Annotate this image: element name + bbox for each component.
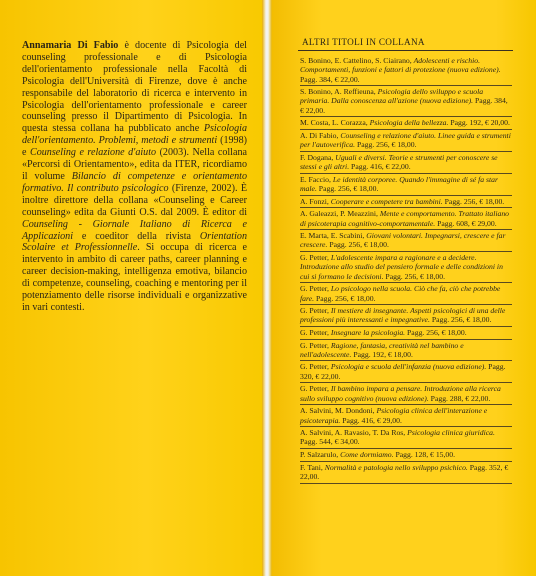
book-pages-price: Pagg. 384, € 22,00.	[300, 74, 360, 84]
book-pages-price: Pagg. 192, € 20,00.	[450, 118, 510, 128]
book-entry	[300, 117, 512, 130]
bio-text: (1998) e	[22, 135, 247, 159]
book-authors: A. Di Fabio,	[300, 130, 341, 140]
book-authors: G. Petter,	[300, 284, 331, 294]
book-entry	[300, 327, 512, 340]
book-pages-price: Pagg. 192, € 18,00.	[353, 349, 413, 359]
book-title: Cooperare e competere tra bambini.	[330, 196, 445, 206]
book-authors: G. Petter,	[300, 253, 331, 263]
bio-text: (2003). Nella collana «Percorsi di Orientamento», edita da ITER, ricordiamo il volume	[22, 147, 247, 182]
book-entry	[300, 230, 512, 252]
book-authors: P. Salzarulo,	[300, 450, 341, 460]
author-name: Annamaria Di Fabio	[22, 40, 119, 51]
book-pages-price: Pagg. 608, € 29,00.	[437, 218, 497, 228]
book-authors: G. Petter,	[300, 384, 331, 394]
book-entry	[300, 252, 512, 283]
book-pages-price: Pagg. 544, € 34,00.	[300, 437, 360, 447]
book-pages-price: Pagg. 416, € 29,00.	[342, 415, 402, 425]
book-title: Psicologia e scuola dell'infanzia (nuova edizione).	[330, 362, 489, 372]
book-authors: F. Dogana,	[300, 152, 336, 162]
bio-title-italic: Psicologia dell'orientamento. Problemi, metodi e strumenti	[22, 123, 247, 147]
book-title: Uguali e diversi. Teorie e strumenti per conoscere se stessi e gli altri.	[300, 152, 498, 172]
bio-text: è docente di Psicologia del counseling professionale e di Psicologia dell'orientamento professionale nella Facoltà di Psicologia dell'Università di Firenze, dove è anche responsabile del laboratorio di ricerca e intervento in Psicologia dell'orientamento professionale e career counseling presso il Dipartimento di Psicologia. In questa stessa collana ha pubblicato anche	[22, 40, 247, 135]
book-authors: G. Petter,	[300, 362, 331, 372]
bio-title-italic: Counseling e relazione d'aiuto	[29, 147, 157, 159]
book-pages-price: Pagg. 128, € 15,00.	[395, 450, 456, 460]
book-entry	[300, 305, 512, 327]
book-authors: G. Petter,	[300, 327, 331, 337]
book-pages-price: Pagg. 256, € 18,00.	[329, 240, 389, 250]
book-entry	[300, 55, 512, 86]
book-authors: M. Costa, L. Corazza,	[300, 118, 370, 128]
fold-shadow-right	[268, 0, 272, 576]
book-title: Insegnare la psicologia.	[330, 327, 408, 337]
book-pages-price: Pagg. 256, € 18,00.	[356, 140, 417, 150]
book-authors: G. Petter,	[300, 306, 331, 316]
book-entry	[300, 86, 512, 117]
bio-title-italic: Orientation Scolaire et Professionnelle	[22, 230, 247, 254]
book-pages-price: Pagg. 416, € 22,00.	[351, 162, 411, 172]
book-authors: S. Bonino, A. Reffieuna,	[300, 87, 378, 97]
book-title: Giovani volontari. Impegnarsi, crescere e far crescere.	[300, 231, 506, 250]
book-pages-price: Pagg. 384, € 22,00.	[300, 96, 508, 115]
book-entry	[300, 340, 512, 362]
book-authors: S. Bonino, E. Cattelino, S. Ciairano,	[300, 56, 414, 65]
book-pages-price: Pagg. 352, € 22,00.	[300, 462, 509, 481]
author-bio	[22, 40, 247, 314]
book-authors: G. Petter,	[300, 340, 331, 350]
book-pages-price: Pagg. 256, € 18,00.	[407, 327, 467, 337]
fold-shadow-left	[262, 0, 266, 576]
book-authors: A. Salvini, M. Dondoni,	[300, 406, 377, 416]
book-title: Psicologia dello sviluppo e scuola primaria. Dalla conoscenza all'azione (nuova edizione).	[300, 87, 484, 106]
book-entry	[300, 449, 512, 462]
book-title: Ragione, fantasia, creatività nel bambino e nell'adolescente.	[300, 340, 464, 359]
book-title: Il bambino impara a pensare. Introduzione alla ricerca sullo sviluppo cognitivo (nuova edizione).	[300, 384, 501, 403]
book-title: Psicologia della bellezza.	[369, 118, 451, 128]
book-entry	[300, 283, 512, 305]
book-entry	[300, 196, 512, 209]
book-title: Adolescenti e rischio. Comportamenti, funzioni e fattori di protezione (nuova edizione).	[300, 56, 501, 75]
book-title: Normalità e patologia nello sviluppo psichico.	[324, 462, 470, 472]
book-pages-price: Pagg. 256, € 18,00.	[385, 271, 445, 281]
book-entry	[300, 383, 512, 405]
book-title: Mente e comportamento. Trattato italiano di psicoterapia cognitivo-comportamentale.	[300, 209, 510, 228]
book-pages-price: Pagg. 320, € 22,00.	[300, 362, 506, 381]
bio-text: e coeditor della rivista	[73, 230, 200, 242]
book-pages-price: Pagg. 256, € 18,00.	[444, 196, 505, 206]
book-title: Psicologia clinica dell'interazione e psicoterapia.	[300, 406, 488, 425]
book-entry	[300, 208, 512, 230]
book-authors: A. Fonzi,	[300, 196, 331, 206]
book-pages-price: Pagg. 256, € 18,00.	[431, 315, 492, 325]
bio-title-italic: Bilancio di competenze e orientamento formativo. Il contributo psicologico	[22, 170, 247, 194]
bio-title-italic: Counseling - Giornale Italiano di Ricerca e Applicazioni	[22, 218, 247, 242]
book-entry	[300, 462, 512, 484]
book-pages-price: Pagg. 288, € 22,00.	[430, 393, 491, 403]
book-list	[300, 55, 512, 484]
book-pages-price: Pagg. 256, € 18,00.	[315, 293, 376, 303]
series-title-rule	[298, 50, 513, 51]
book-authors: A. Salvini, A. Ravasio, T. Da Ros,	[300, 428, 408, 438]
book-entry	[300, 174, 512, 196]
book-authors: E. Faccio,	[300, 174, 333, 184]
book-entry	[300, 152, 512, 174]
book-title: Le identità corporee. Quando l'immagine di sé fa star male.	[300, 174, 499, 194]
book-title: Come dormiamo.	[340, 450, 396, 460]
book-authors: F. Tani,	[300, 462, 325, 472]
book-pages-price: Pagg. 256, € 18,00.	[318, 184, 379, 194]
series-title: ALTRI TITOLI IN COLLANA	[302, 37, 425, 47]
book-entry	[300, 361, 512, 383]
book-title: Il mestiere di insegnante. Aspetti psicologici di una delle professioni più interessanti e impegnative.	[300, 306, 506, 325]
book-authors: E. Marta, E. Scabini,	[300, 231, 367, 241]
book-title: Psicologia clinica giuridica.	[407, 428, 495, 438]
book-title: Lo psicologo nella scuola. Ciò che fa, ciò che potrebbe fare.	[300, 284, 501, 303]
book-title: L'adolescente impara a ragionare e a decidere. Introduzione allo studio del pensiero formale e delle condizioni in cui si formano le decisioni.	[300, 253, 503, 281]
book-title: Counseling e relazione d'aiuto. Linee guida e strumenti per l'autoverifica.	[300, 130, 511, 150]
bio-text: . Si occupa di ricerca e intervento in ambito di career paths, career planning e career decision-making, intelligenza emotiva, bilancio di competenze, counseling, coaching e mentoring per il potenziamento delle risorse individuali e organizzative in vari contesti.	[22, 242, 248, 313]
book-authors: A. Galeazzi, P. Meazzini,	[300, 209, 380, 219]
book-entry	[300, 130, 512, 152]
bio-text: (Firenze, 2002). È inoltre direttore della collana «Counseling e Career counseling» edita da Giunti O.S. dal 2009. È editor di	[22, 182, 247, 218]
book-entry	[300, 405, 512, 427]
book-entry	[300, 427, 512, 449]
